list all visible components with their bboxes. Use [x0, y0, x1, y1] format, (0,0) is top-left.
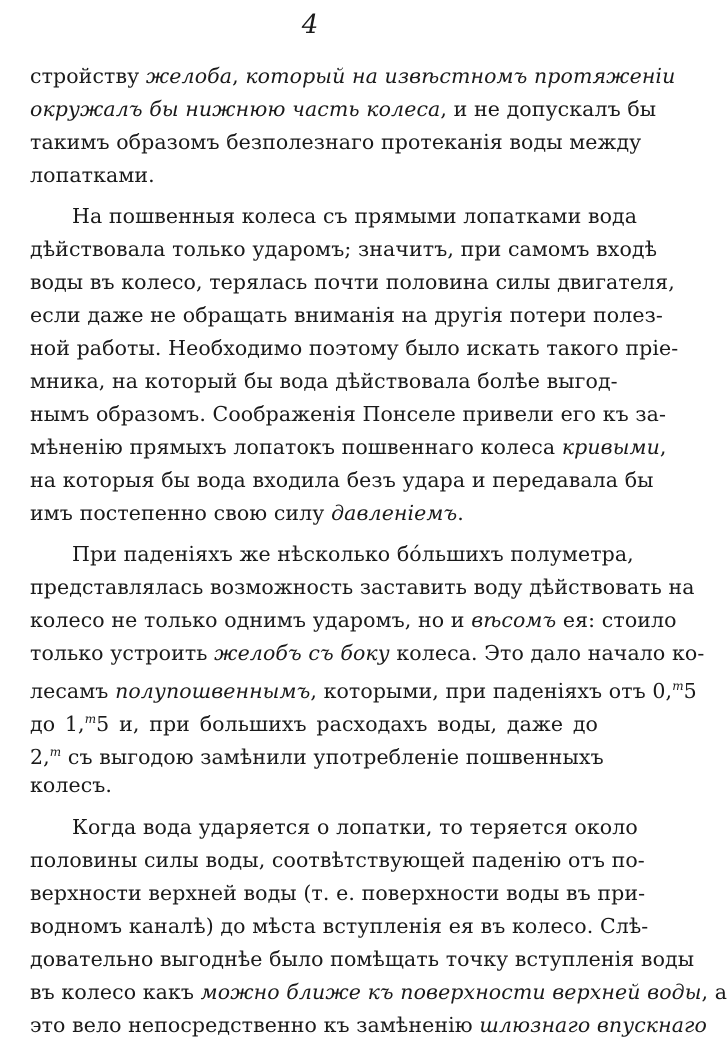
text-run: шлюзнаго впускнаго	[479, 1013, 707, 1037]
text-line	[30, 639, 705, 667]
text-line	[30, 879, 646, 907]
text-run: до 1,	[30, 711, 85, 736]
text-run: лопатками.	[30, 163, 155, 187]
text-line	[30, 367, 618, 395]
text-run: , и не допускалъ бы	[440, 97, 657, 121]
text-run: колеса. Это дало начало ко-	[389, 641, 705, 665]
superscript: m	[49, 745, 62, 759]
page-number: 4	[301, 10, 319, 40]
text-line	[30, 433, 667, 461]
text-run: представлялась возможность заставить воду дѣйствовать на	[30, 575, 695, 599]
text-run: ,	[659, 435, 667, 459]
text-line	[72, 540, 634, 568]
text-run: , которыми, при паденіяхъ отъ 0,	[310, 678, 673, 703]
text-line	[30, 400, 666, 428]
text-run: на которыя бы вода входила безъ удара и передавала бы	[30, 468, 654, 492]
text-run: только устроить	[30, 641, 215, 665]
superscript: m	[672, 679, 684, 693]
text-line	[30, 235, 658, 263]
text-run: который на извѣстномъ протяженіи	[245, 64, 676, 88]
text-line	[30, 301, 663, 329]
text-run: желоба	[145, 64, 233, 88]
text-run: При паденіяхъ же нѣсколько бо́льшихъ полуметра,	[72, 542, 634, 566]
text-run: стройству	[30, 64, 146, 88]
text-run: 2,	[30, 744, 50, 769]
text-run: можно ближе къ поверхности верхней воды	[200, 980, 702, 1004]
text-run: довательно выгоднѣе было помѣщать точку вступленія воды	[30, 947, 695, 971]
text-run: окружалъ бы нижнюю часть колеса	[30, 97, 441, 121]
text-line	[30, 499, 598, 527]
text-run: верхности верхней воды (т. е. поверхности воды въ при-	[30, 881, 646, 905]
text-run: воды въ колесо, терялась почти половина силы двигателя,	[30, 270, 675, 294]
text-run: ея: стоило	[556, 608, 677, 632]
text-run: На пошвенныя колеса съ прямыми лопатками вода	[72, 204, 638, 228]
text-line	[30, 128, 642, 156]
text-run: такимъ образомъ безполезнаго протеканія воды между	[30, 130, 642, 154]
text-run: колесо не только однимъ ударомъ, но и	[30, 608, 472, 632]
superscript: m	[84, 712, 97, 726]
text-line	[30, 606, 677, 634]
text-line	[30, 1011, 707, 1039]
text-run: дѣйствовала только ударомъ; значитъ, при самомъ входѣ	[30, 237, 658, 261]
text-run: имъ постепенно свою силу	[30, 501, 332, 525]
text-run: ной работы. Необходимо поэтому было искать такого пріе-	[30, 336, 679, 360]
text-line	[30, 62, 676, 90]
text-run: 5 и, при большихъ расходахъ воды, даже до	[96, 711, 598, 736]
text-run: , а	[701, 980, 727, 1004]
text-line	[30, 978, 727, 1006]
text-run: полупошвеннымъ	[115, 678, 311, 703]
text-line	[30, 466, 654, 494]
text-run: Когда вода ударяется о лопатки, то теряется около	[72, 815, 638, 839]
text-line	[30, 912, 649, 940]
text-line	[30, 945, 695, 973]
text-line	[30, 268, 675, 296]
text-line	[30, 738, 604, 771]
text-run: 5	[683, 678, 697, 703]
text-run: давленіемъ	[331, 501, 458, 525]
text-run: половины силы воды, соотвѣтствующей паденію отъ по-	[30, 848, 645, 872]
text-run: колесъ.	[30, 773, 113, 797]
text-run: нымъ образомъ. Соображенія Понселе привели его къ за-	[30, 402, 666, 426]
text-run: водномъ каналѣ) до мѣста вступленія ея въ колесо. Слѣ-	[30, 914, 649, 938]
text-line	[30, 334, 679, 362]
text-line	[72, 813, 638, 841]
text-run: ,	[232, 64, 246, 88]
text-run: .	[457, 501, 464, 525]
text-run: это вело непосредственно къ замѣненію	[30, 1013, 480, 1037]
text-line	[30, 573, 695, 601]
text-run: желобъ съ боку	[214, 641, 390, 665]
text-run: вѣсомъ	[471, 608, 557, 632]
text-line	[30, 95, 657, 123]
text-run: въ колесо какъ	[30, 980, 201, 1004]
text-run: мника, на который бы вода дѣйствовала болѣе выгод-	[30, 369, 618, 393]
text-line	[30, 846, 645, 874]
text-line	[30, 705, 598, 738]
text-line	[30, 672, 697, 705]
text-run: лесамъ	[30, 678, 116, 703]
text-line	[72, 202, 638, 230]
text-line	[30, 771, 598, 799]
text-run: съ выгодою замѣнили употребленіе пошвенныхъ	[61, 744, 604, 769]
text-line	[30, 161, 598, 189]
text-run: кривыми	[561, 435, 660, 459]
text-run: мѣненію прямыхъ лопатокъ пошвеннаго колеса	[30, 435, 562, 459]
text-run: если даже не обращать вниманія на другія потери полез-	[30, 303, 663, 327]
